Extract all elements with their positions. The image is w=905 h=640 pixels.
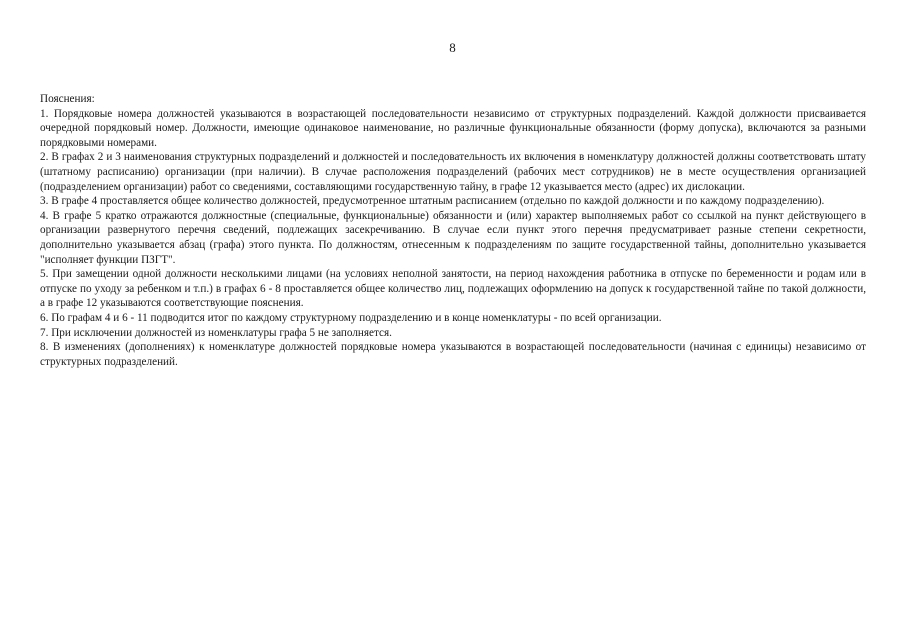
notes-section <box>40 92 866 369</box>
page-number: 8 <box>449 40 456 55</box>
note-item-8: 8. В изменениях (дополнениях) к номенклатуре должностей порядковые номера указываются в возрастающей последовательности (начиная с единицы) независимо от структурных подразделений. <box>40 341 866 368</box>
note-item-2: 2. В графах 2 и 3 наименования структурных подразделений и должностей и последовательность их включения в номенклатуру должностей должны соответствовать штату (штатному расписанию) организации (при наличии). В случае расположения подразделений (рабочих мест сотрудников) не в месте осуществления организацией (подразделением организации) работ со сведениями, составляющими государственную тайну, в графе 12 указывается место (адрес) их дислокации. <box>40 151 866 193</box>
note-item-7: 7. При исключении должностей из номенклатуры графа 5 не заполняется. <box>40 326 392 339</box>
note-item-1: 1. Порядковые номера должностей указываются в возрастающей последовательности независимо от структурных подразделений. Каждой должности присваивается очередной порядковый номер. Должности, имеющие одинаковое наименование, но различные функциональные обязанности (форму допуска), включаются за разными порядковыми номерами. <box>40 107 866 149</box>
note-item-3: 3. В графе 4 проставляется общее количество должностей, предусмотренное штатным расписанием (отдельно по каждой должности и по каждому подразделению). <box>40 195 825 208</box>
note-item-5: 5. При замещении одной должности несколькими лицами (на условиях неполной занятости, на период нахождения работника в отпуске по беременности и родам или в отпуске по уходу за ребенком и т.п.) в графах 6 - 8 проставляется общее количество лиц, подлежащих оформлению на допуск к государственной тайне по такой должности, а в графе 12 указываются соответствующие пояснения. <box>40 268 866 310</box>
note-item-4: 4. В графе 5 кратко отражаются должностные (специальные, функциональные) обязанности и (или) характер выполняемых работ со ссылкой на пункт действующего в организации развернутого перечня сведений, подлежащих засекречиванию. В случае если пункт этого перечня предусматривает разные степени секретности, дополнительно указывается абзац (графа) этого пункта. По должностям, отнесенным к подразделениям по защите государственной тайны, дополнительно указывается "исполняет функции ПЗГТ". <box>40 209 866 266</box>
notes-heading: Пояснения: <box>40 93 95 105</box>
note-item-6: 6. По графам 4 и 6 - 11 подводится итог по каждому структурному подразделению и в конце номенклатуры - по всей организации. <box>40 311 662 324</box>
